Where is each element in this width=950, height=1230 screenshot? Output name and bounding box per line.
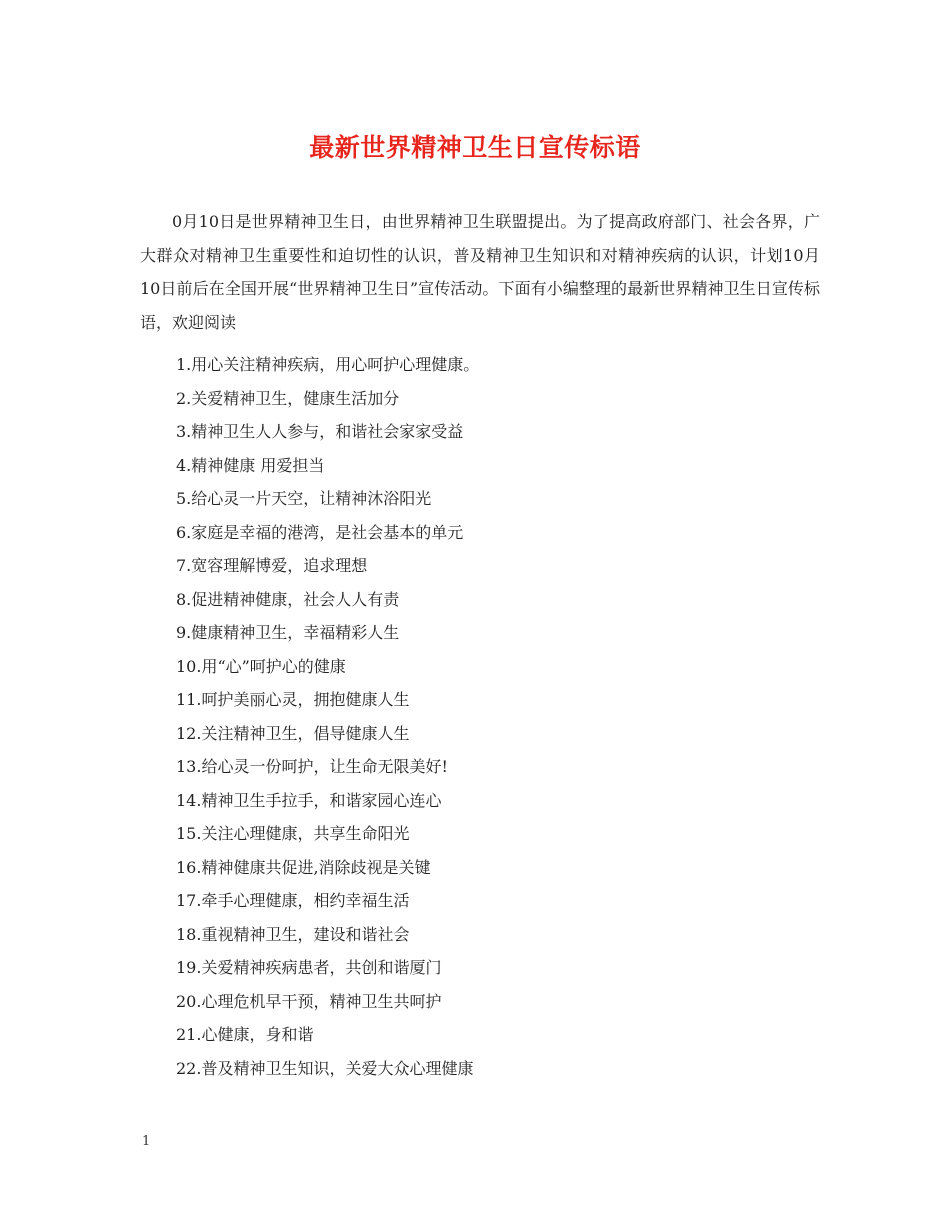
slogan-item: 20.心理危机早干预，精神卫生共呵护 xyxy=(176,991,442,1011)
document-title: 最新世界精神卫生日宣传标语 xyxy=(309,133,641,162)
slogan-item: 18.重视精神卫生，建设和谐社会 xyxy=(176,924,410,944)
slogan-item: 14.精神卫生手拉手，和谐家园心连心 xyxy=(176,790,442,810)
slogan-item: 16.精神健康共促进,消除歧视是关键 xyxy=(176,857,431,877)
slogan-item: 7.宽容理解博爱，追求理想 xyxy=(176,556,368,575)
intro-paragraph: 0月10日是世界精神卫生日，由世界精神卫生联盟提出。为了提高政府部门、社会各界，广大群众对精神卫生重要性和迫切性的认识，普及精神卫生知识和对精神疾病的认识，计划10月10日前后在全国开展“世界精神卫生日”宣传活动。下面有小编整理的最新世界精神卫生日宣传标语，欢迎阅读 xyxy=(140,212,820,332)
slogan-item: 12.关注精神卫生，倡导健康人生 xyxy=(176,723,410,743)
slogan-item: 6.家庭是幸福的港湾，是社会基本的单元 xyxy=(176,522,464,542)
slogan-item: 15.关注心理健康，共享生命阳光 xyxy=(176,824,410,843)
slogan-item: 11.呵护美丽心灵，拥抱健康人生 xyxy=(176,690,410,709)
slogan-item: 4.精神健康 用爱担当 xyxy=(176,455,325,475)
slogan-item: 2.关爱精神卫生，健康生活加分 xyxy=(176,388,400,408)
slogan-list xyxy=(176,348,479,1085)
slogan-item: 8.促进精神健康，社会人人有责 xyxy=(176,589,400,609)
slogan-item: 5.给心灵一片天空，让精神沐浴阳光 xyxy=(176,489,432,508)
slogan-item: 3.精神卫生人人参与，和谐社会家家受益 xyxy=(176,422,464,441)
slogan-item: 21.心健康，身和谐 xyxy=(176,1025,314,1044)
slogan-item: 10.用“心”呵护心的健康 xyxy=(176,656,346,676)
slogan-item: 22.普及精神卫生知识，关爱大众心理健康 xyxy=(176,1058,474,1078)
slogan-item: 17.牵手心理健康，相约幸福生活 xyxy=(176,891,410,910)
slogan-item: 13.给心灵一份呵护，让生命无限美好! xyxy=(176,757,448,776)
slogan-item: 19.关爱精神疾病患者，共创和谐厦门 xyxy=(176,958,442,977)
slogan-item: 1.用心关注精神疾病，用心呵护心理健康。 xyxy=(176,355,480,374)
slogan-item: 9.健康精神卫生，幸福精彩人生 xyxy=(176,623,400,642)
page-number: 1 xyxy=(142,1134,151,1149)
